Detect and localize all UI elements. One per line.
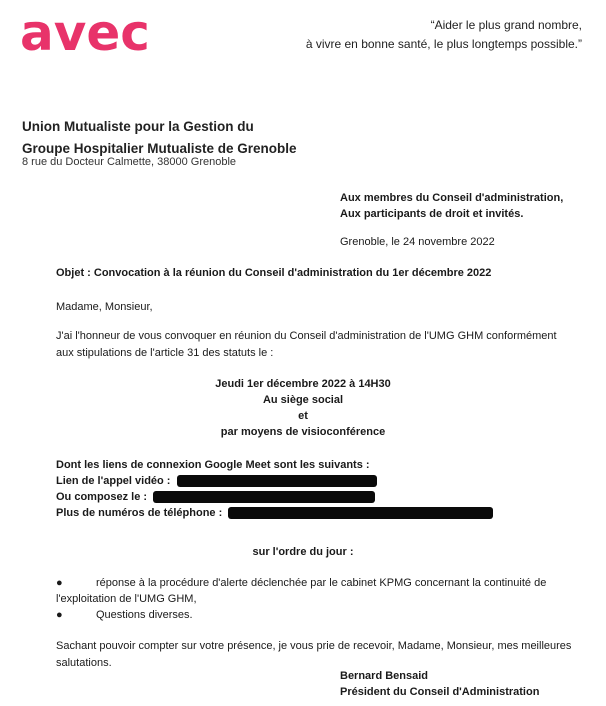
intro-paragraph [56,328,557,362]
closing-line-2: salutations. [56,657,112,669]
signatory-title: Président du Conseil d'Administration [340,686,540,698]
phone-label: Ou composez le : [56,491,148,503]
agenda-item-1 [56,575,546,591]
agenda-title: sur l'ordre du jour : [252,546,354,558]
meeting-videoconf: par moyens de visioconférence [220,426,386,438]
recipient-line-1: Aux membres du Conseil d'administration, [340,192,564,204]
salutation: Madame, Monsieur, [56,301,153,313]
redacted-video-link [177,475,377,487]
meeting-and: et [298,410,308,422]
redacted-phone [153,491,375,503]
more-numbers-label: Plus de numéros de téléphone : [56,507,223,519]
closing-paragraph [56,638,571,672]
avec-logo: avec [20,4,150,62]
bullet-icon: ● [56,577,63,589]
meeting-details [0,376,606,440]
phone-row [56,489,493,505]
recipient-line-2: Aux participants de droit et invités. [340,208,524,220]
redacted-more-numbers [228,507,493,519]
sender-organization [22,116,297,160]
meeting-date: Jeudi 1er décembre 2022 à 14H30 [215,378,391,390]
place-date: Grenoble, le 24 novembre 2022 [340,236,495,248]
video-link-label: Lien de l'appel vidéo : [56,475,171,487]
signatory-name: Bernard Bensaid [340,670,429,682]
subject-line: Objet : Convocation à la réunion du Conseil d'administration du 1er décembre 2022 [56,267,492,279]
agenda-list [56,575,546,623]
connection-links [56,457,493,521]
more-numbers-row [56,505,493,521]
signature-block [340,668,539,700]
video-link-row [56,473,493,489]
agenda-item-1-cont: l'exploitation de l'UMG GHM, [56,593,197,605]
closing-line-1: Sachant pouvoir compter sur votre présence, je vous prie de recevoir, Madame, Monsieur, mes meilleures [56,640,572,652]
intro-line-1: J'ai l'honneur de vous convoquer en réunion du Conseil d'administration de l'UMG GHM conformément [56,330,557,342]
meeting-location: Au siège social [262,394,344,406]
org-line-2: Groupe Hospitalier Mutualiste de Grenoble [22,141,297,156]
recipients [340,190,563,222]
agenda-item-2-text: Questions diverses. [96,609,193,621]
slogan-line-1: “Aider le plus grand nombre, [430,18,582,32]
bullet-icon: ● [56,609,63,621]
agenda-item-1-text: réponse à la procédure d'alerte déclenchée par le cabinet KPMG concernant la continuité de [96,577,547,589]
slogan [306,16,582,54]
intro-line-2: aux stipulations de l'article 31 des statuts le : [56,347,274,359]
connection-title: Dont les liens de connexion Google Meet sont les suivants : [56,459,370,471]
agenda-item-2 [56,607,546,623]
sender-address: 8 rue du Docteur Calmette, 38000 Grenoble [22,156,237,168]
org-line-1: Union Mutualiste pour la Gestion du [22,119,254,134]
slogan-line-2: à vivre en bonne santé, le plus longtemps possible.” [305,37,582,51]
